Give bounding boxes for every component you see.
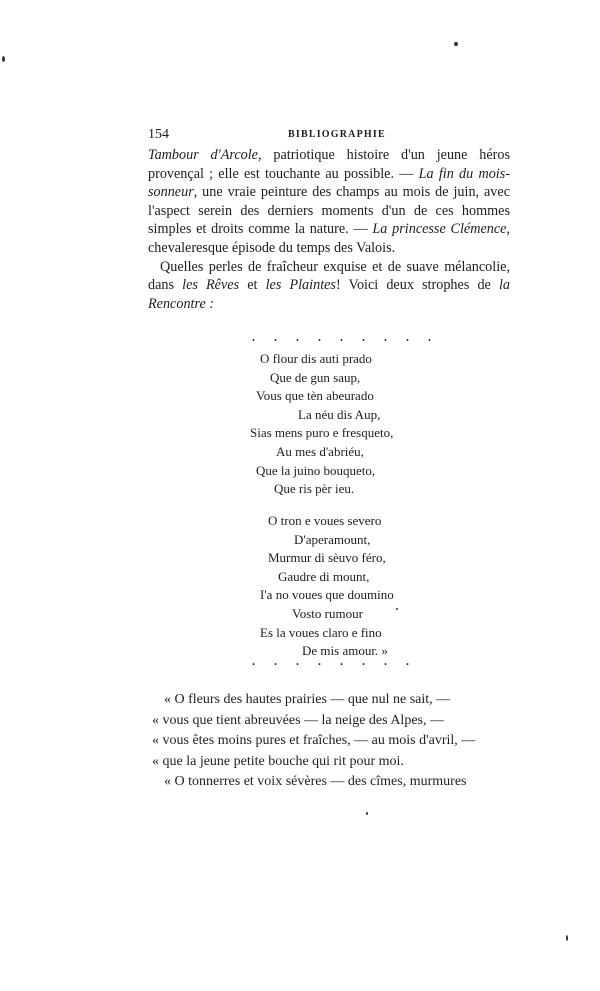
paragraph-1-run: La fin du mois-sonneur: [148, 165, 510, 201]
scan-speck: [566, 935, 568, 941]
poem-line: De mis amour. »: [302, 643, 388, 659]
paragraph-1-run: La princesse Clémence: [372, 221, 507, 238]
page-number: 154: [148, 127, 169, 142]
scan-speck: [396, 608, 398, 610]
paragraph-2-run: les Plaintes: [265, 277, 336, 294]
scan-speck: [366, 812, 368, 815]
prose-body: [148, 146, 510, 313]
paragraph-2: [148, 258, 510, 314]
scan-speck: [2, 56, 5, 62]
paragraph-2-run: ! Voici deux strophes de: [335, 277, 499, 294]
translation-line: « vous êtes moins pures et fraîches, — au mois d'avril, —: [152, 733, 476, 748]
poem-line: D'aperamount,: [294, 531, 371, 547]
poem-line: La néu dis Aup,: [298, 406, 381, 422]
paragraph-2-run: les Rêves: [182, 277, 240, 294]
poem-stanza-2: [250, 512, 394, 661]
poem-line: Que ris pèr ieu.: [274, 481, 355, 497]
poem-line: Vous que tèn abeurado: [256, 388, 374, 404]
paragraph-1-run: , une vraie peinture des champs au mois de juin, avec l'aspect serein des derniers moments d'un de ces hommes simples et droits comme la nature. —: [148, 184, 510, 238]
paragraph-2-run: la Rencontre :: [148, 277, 510, 312]
translation-line: « O fleurs des hautes prairies — que nul ne sait, —: [164, 692, 451, 707]
poem-line: Sias mens puro e fresqueto,: [250, 425, 394, 441]
poem-line: Que la juino bouqueto,: [256, 462, 376, 478]
translation-block: [152, 690, 510, 793]
scan-speck: [454, 42, 458, 46]
paragraph-1-run: Tambour d'Arcole: [148, 147, 258, 163]
poem-line: Vosto rumour: [292, 605, 363, 621]
poem-line: O tron e voues severo: [268, 513, 382, 528]
poem-line: Gaudre di mount,: [278, 568, 370, 584]
paragraph-1-run: , patriotique histoire d'un jeune héros provençal ; elle est touchante au possible. —: [148, 147, 510, 182]
translation-line: « O tonnerres et voix sévères — des cîmes, murmures: [164, 774, 467, 789]
paragraph-2-run: Quelles perles de fraîcheur exquise et de suave mélancolie, dans: [148, 258, 510, 294]
poem-line: Murmur di sèuvo féro,: [268, 550, 386, 566]
poem-line: Es la voues claro e fino: [260, 624, 382, 640]
poem-line: Que de gun saup,: [270, 369, 361, 385]
translation-line: « que la jeune petite bouche qui rit pour moi.: [152, 753, 404, 769]
paragraph-2-run: et: [239, 277, 266, 294]
ellipsis-top: . . . . . . . . .: [252, 330, 439, 344]
paragraph-1-run: , chevaleresque épisode du temps des Valois.: [148, 221, 510, 256]
ellipsis-bottom: . . . . . . . .: [252, 654, 417, 668]
poem-stanza-1: [250, 350, 393, 499]
poem-line: O flour dis auti prado: [260, 351, 372, 366]
translation-line: « vous que tient abreuvées — la neige des Alpes, —: [152, 712, 444, 728]
paragraph-1: [148, 146, 510, 258]
poem-line: I'a no voues que doumino: [260, 587, 394, 603]
running-head: BIBLIOGRAPHIE: [288, 129, 386, 140]
poem-line: Au mes d'abriéu,: [276, 443, 364, 459]
page-header: [148, 127, 510, 145]
